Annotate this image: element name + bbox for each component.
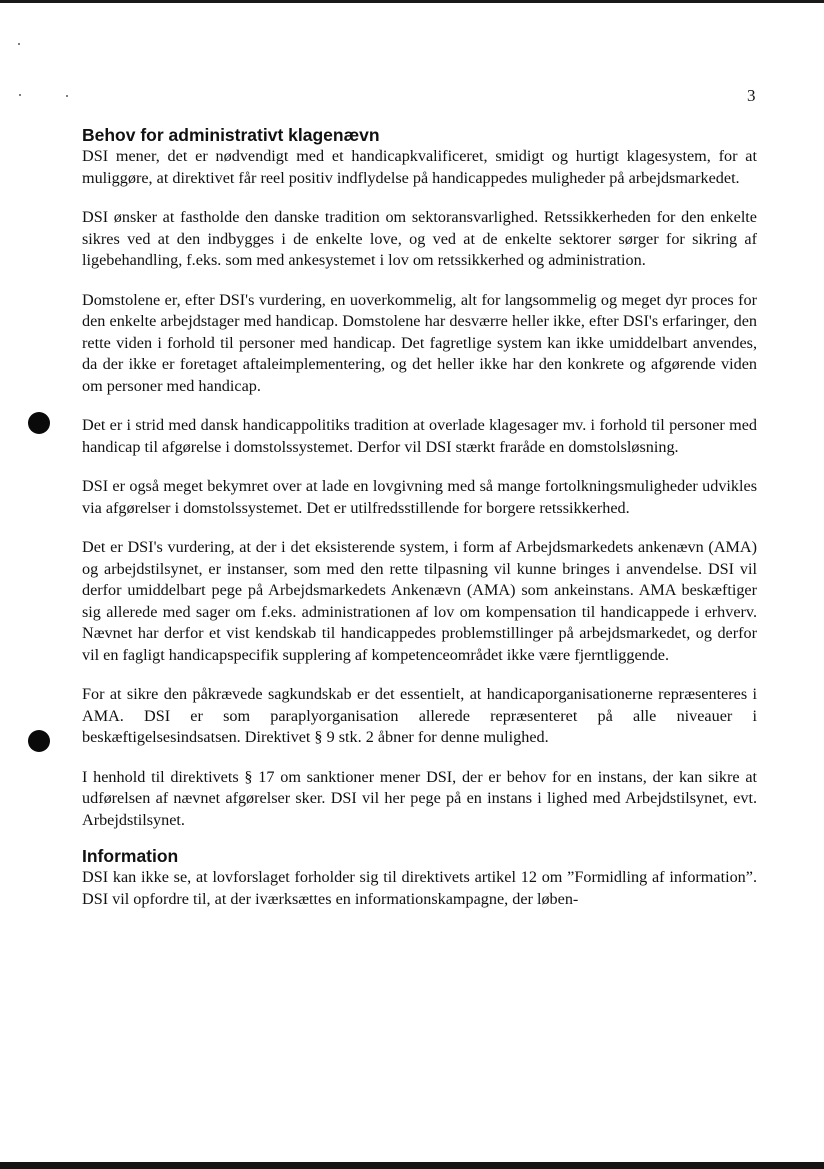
paragraph: For at sikre den påkrævede sagkundskab er det essentielt, at handicaporganisationerne repræsenteres i AMA. DSI er som paraplyorganisation allerede repræsenteret på alle niveauer i beskæftigelsesindsatsen. Direktivet § 9 stk. 2 åbner for denne mulighed.: [82, 685, 757, 746]
section-heading: Information: [82, 846, 179, 866]
paragraph: I henhold til direktivets § 17 om sanktioner mener DSI, der er behov for en instans, der kan sikre at udførelsen af nævnet afgørelser sker. DSI vil her pege på en instans i lighed med Arbejdstilsynet, evt. Arbejdstilsynet.: [82, 767, 757, 829]
scan-speck: [18, 43, 20, 45]
punch-hole: [28, 730, 50, 752]
document-body: [82, 124, 757, 928]
paragraph: DSI er også meget bekymret over at lade en lovgivning med så mange fortolkningsmuligheder udvikles via afgørelser i domstolssystemet. Det er utilfredsstillende for borgere retssikkerhed.: [82, 477, 757, 517]
paragraph: Domstolene er, efter DSI's vurdering, en uoverkommelig, alt for langsommelig og meget dyr proces for den enkelte arbejdstager med handicap. Domstolene har desværre heller ikke, efter DSI's erfaringer, den rette viden i forhold til personer med handicap. Det fagretlige system kan ikke umiddelbart anvendes, da der ikke er foretaget aftaleimplementering, og det heller ikke har den konkrete og afgørende viden om personer med handicap.: [82, 290, 757, 395]
paragraph: Det er i strid med dansk handicappolitiks tradition at overlade klagesager mv. i forhold til personer med handicap til afgørelse i domstolssystemet. Derfor vil DSI stærkt fraråde en domstolsløsning.: [82, 416, 757, 456]
punch-hole: [28, 412, 50, 434]
paragraph: DSI mener, det er nødvendigt med et handicapkvalificeret, smidigt og hurtigt klagesystem, for at muliggøre, at direktivet får reel positiv indflydelse på handicappedes muligheder på arbejdsmarkedet.: [82, 147, 757, 187]
page-number: 3: [747, 86, 756, 105]
top-scan-border: [0, 0, 824, 3]
scan-speck: [66, 95, 68, 97]
paragraph: DSI ønsker at fastholde den danske tradition om sektoransvarlighed. Retssikkerheden for den enkelte sikres ved at den indbygges i de enkelte love, og ved at de enkelte sektorer sørger for sikring af ligebehandling, f.eks. som med ankesystemet i lov om retssikkerhed og administration.: [82, 208, 757, 269]
section-heading: Behov for administrativt klagenævn: [82, 125, 380, 145]
scan-speck: [19, 94, 21, 96]
bottom-scan-border: [0, 1162, 824, 1169]
paragraph: Det er DSI's vurdering, at der i det eksisterende system, i form af Arbejdsmarkedets ankenævn (AMA) og arbejdstilsynet, er instanser, som med den rette tilpasning vil kunne bringes i anvendelse. DSI vil derfor umiddelbart pege på Arbejdsmarkedets Ankenævn (AMA) som ankeinstans. AMA beskæftiger sig allerede med sager om f.eks. administrationen af lov om kompensation til handicappede i erhverv. Nævnet har derfor et vist kendskab til handicappedes problemstillinger på arbejdsmarkedet, og derfor vil en fagligt handicapspecifik supplering af kompetenceområdet ikke være fjerntliggende.: [82, 538, 757, 664]
paragraph: DSI kan ikke se, at lovforslaget forholder sig til direktivets artikel 12 om ”Formidling af information”. DSI vil opfordre til, at der iværksættes en informationskampagne, der løben-: [82, 868, 757, 908]
